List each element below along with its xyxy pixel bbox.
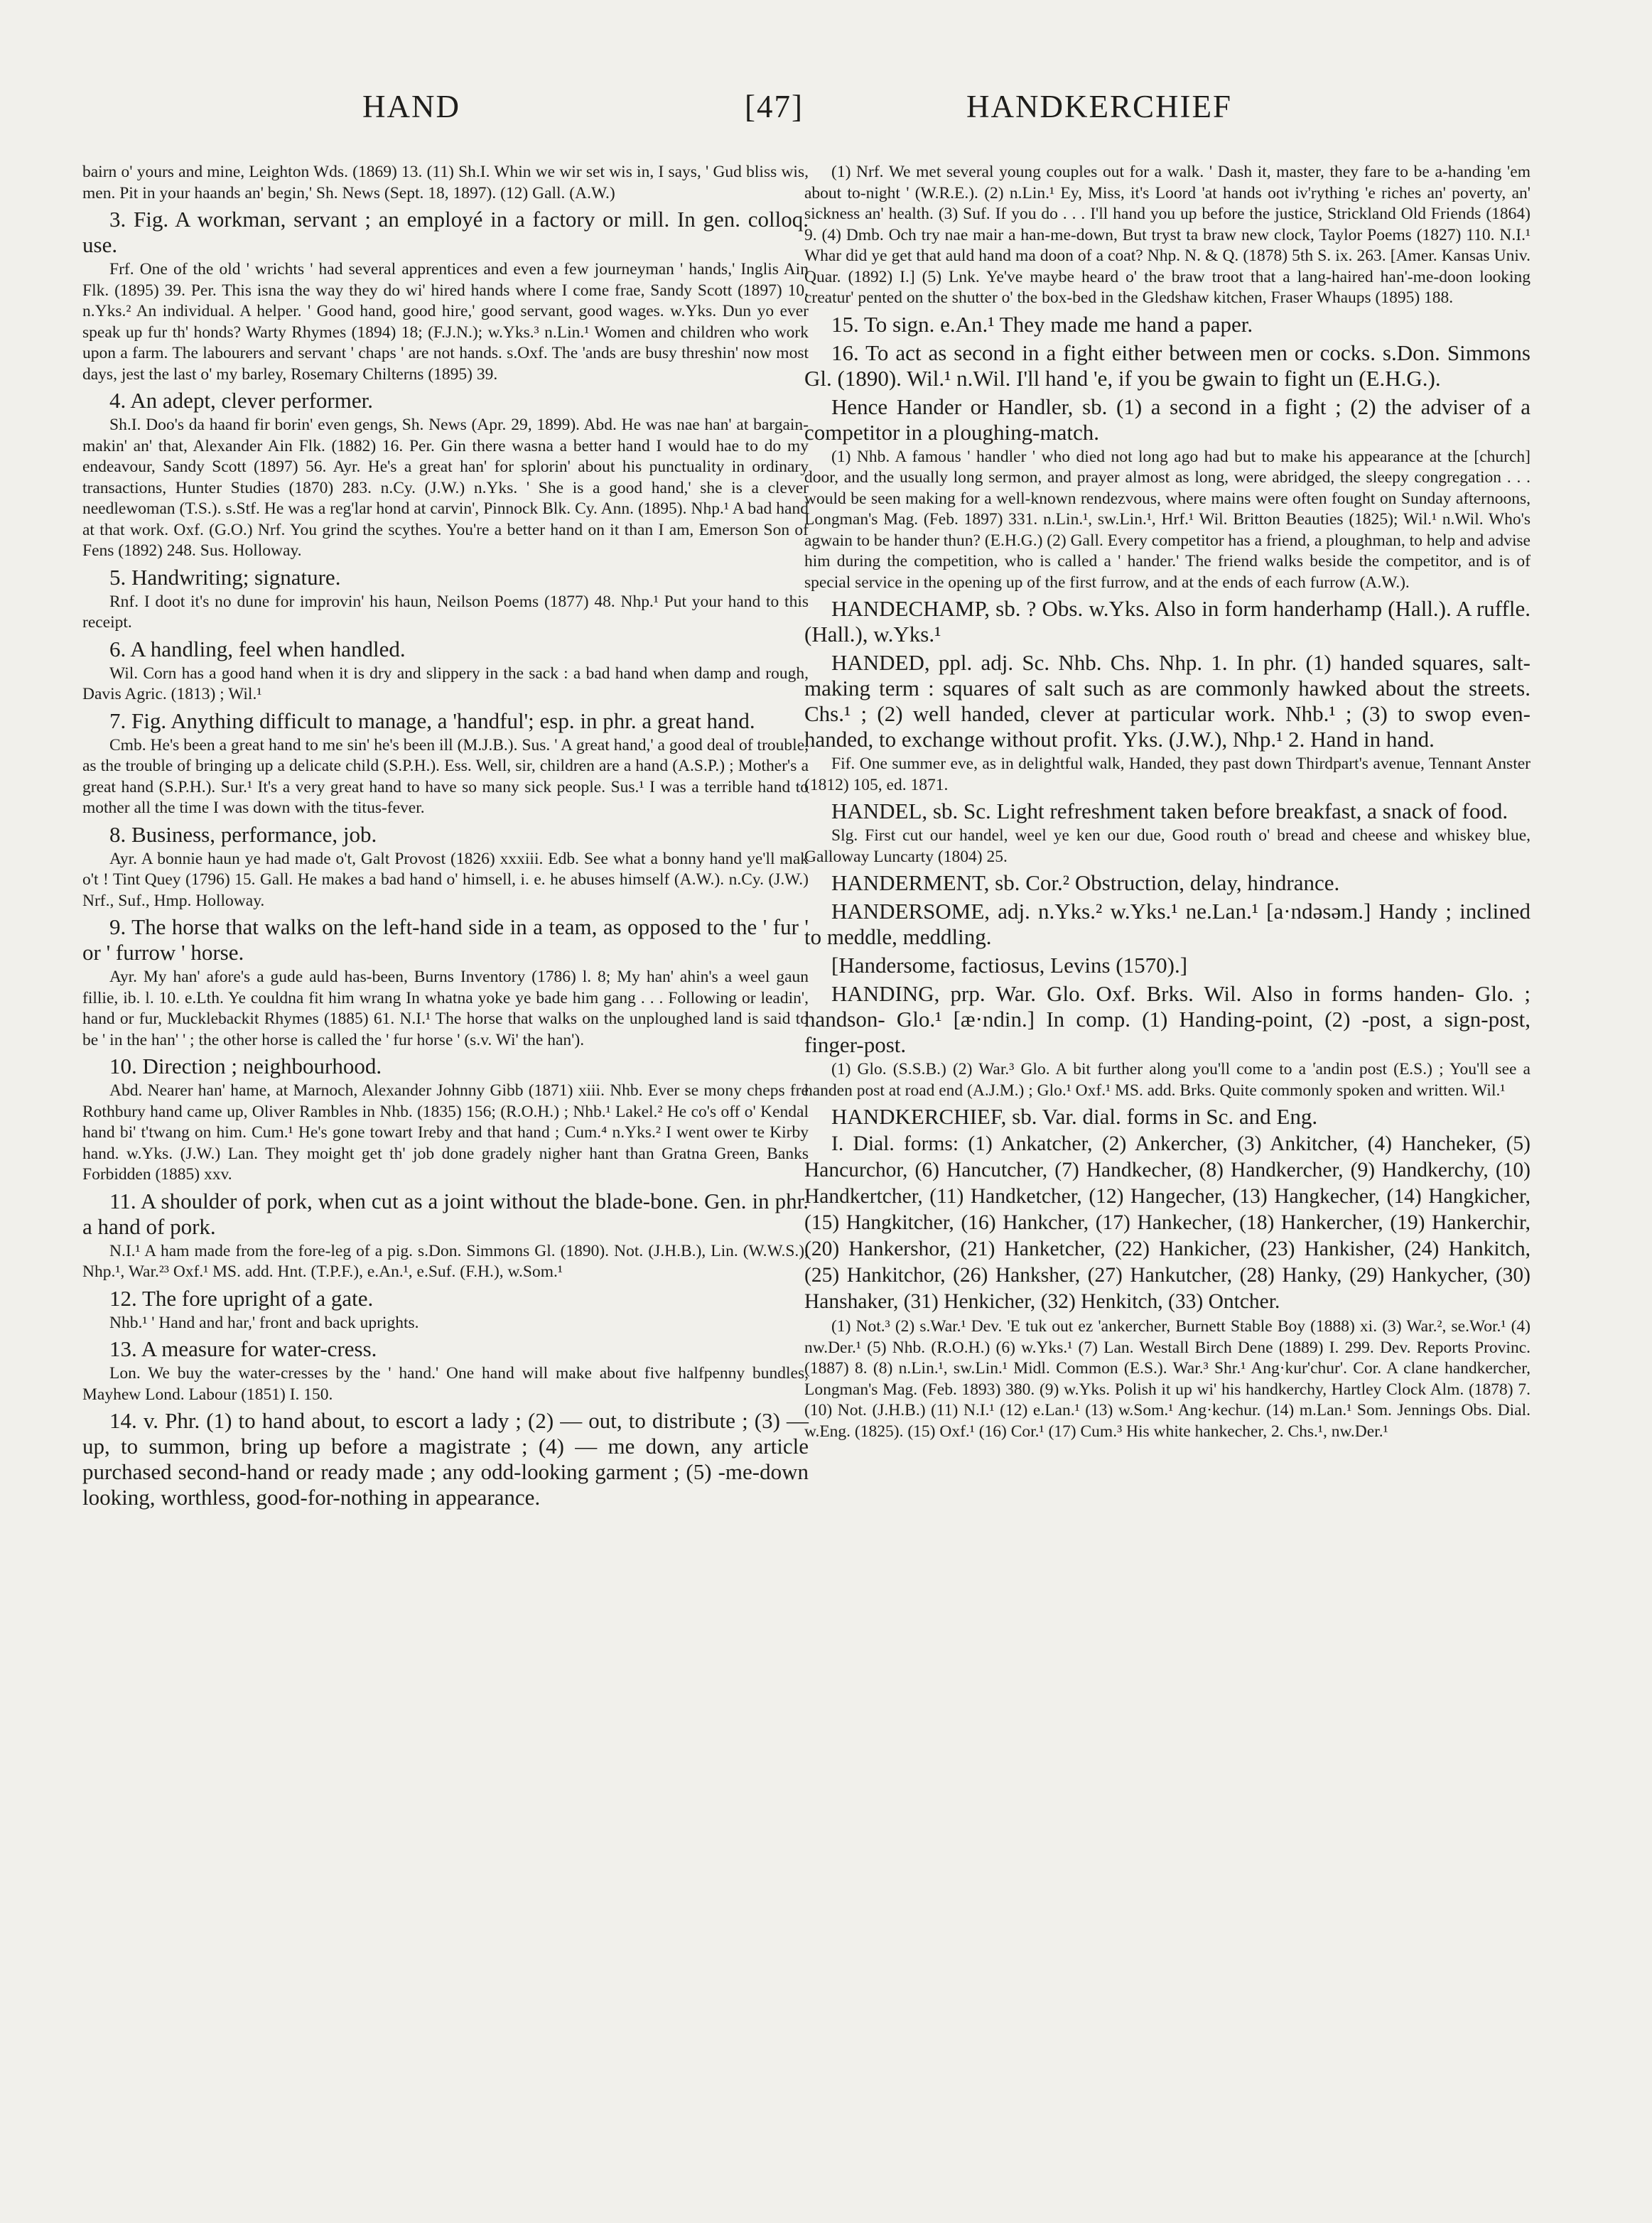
dictionary-paragraph: Fif. One summer eve, as in delightful walk, Handed, they past down Thirdpart's avenue, Tennant Anster (1812) 105, ed. 1871. [804, 754, 1530, 794]
dictionary-paragraph: (1) Nrf. We met several young couples out for a walk. ' Dash it, master, they fare to be a-handing 'em about to-night ' (W.R.E.). (2) n.Lin.¹ Ey, Miss, it's Loord 'at hands oot iv'rything 'e riches an' poverty, an' sickness an' health. (3) Suf. If you do . . . I'll hand you up before the justice, Strickland Old Friends (1864) 9. (4) Dmb. Och try nae mair a han-me-down, But tryst ta braw new clock, Taylor Poems (1827) 110. N.I.¹ Whar did ye get that auld hand ma doon of a coat? Nhp. N. & Q. (1878) 5th S. ix. 263. [Amer. Kansas Univ. Quar. (1892) I.] (5) Lnk. Ye've maybe heard o' the braw troot that a lang-haired han'-me-doon looking creatur' pented on the shutter o' the box-bed in the Gledshaw kitchen, Fraser Whaups (1895) 188. [804, 163, 1530, 307]
dictionary-paragraph: Rnf. I doot it's no dune for improvin' his haun, Neilson Poems (1877) 48. Nhp.¹ Put your hand to this receipt. [82, 592, 809, 632]
dictionary-paragraph: 8. Business, performance, job. [109, 821, 377, 847]
dictionary-paragraph: (1) Glo. (S.S.B.) (2) War.³ Glo. A bit further along you'll come to a 'andin post (E.S.) ; You'll see a handen post at road end (A.J.M.) ; Glo.¹ Oxf.¹ MS. add. Brks. Quite commonly spoken and written. Wil.¹ [804, 1060, 1530, 1100]
dictionary-paragraph: 13. A measure for water-cress. [109, 1336, 377, 1361]
dictionary-paragraph: Lon. We buy the water-cresses by the ' hand.' One hand will make about five halfpenny bundles, Mayhew Lond. Labour (1851) I. 150. [82, 1364, 809, 1404]
dictionary-paragraph: 6. A handling, feel when handled. [109, 636, 406, 661]
dictionary-paragraph: 11. A shoulder of pork, when cut as a joint without the blade-bone. Gen. in phr. a hand of pork. [82, 1188, 809, 1239]
dictionary-paragraph: HANDERSOME, adj. n.Yks.² w.Yks.¹ ne.Lan.¹ [a·ndəsəm.] Handy ; inclined to meddle, meddling. [804, 899, 1530, 949]
dictionary-paragraph: 5. Handwriting; signature. [109, 564, 341, 590]
dictionary-paragraph: 14. v. Phr. (1) to hand about, to escort a lady ; (2) — out, to distribute ; (3) — up, to summon, bring up before a magistrate ; (4) — me down, any article purchased second-hand or ready made ; any odd-looking garment ; (5) -me-down looking, worthless, good-for-nothing in appearance. [82, 1408, 809, 1510]
right-column [804, 161, 1530, 1442]
dictionary-paragraph: [Handersome, factiosus, Levins (1570).] [831, 953, 1188, 978]
dictionary-paragraph: (1) Nhb. A famous ' handler ' who died not long ago had but to make his appearance at the [church] door, and the usually long sermon, and prayer almost as long, were abridged, the sleepy congregation . . . would be seen making for a well-known rendezvous, where mains were often fought on Sunday afternoons, Longman's Mag. (Feb. 1897) 331. n.Lin.¹, sw.Lin.¹, Hrf.¹ Wil. Britton Beauties (1825); Wil.¹ n.Wil. Who's agwain to be hander thun? (E.H.G.) (2) Gall. Every competitor has a friend, a ploughman, to help and advise him during the competition, who is called a ' hander.' The friend walks beside the competitor, and is of special service in the opening up of the first furrow, and at the ends of each furrow (A.W.). [804, 447, 1530, 592]
dictionary-paragraph: HANDERMENT, sb. Cor.² Obstruction, delay, hindrance. [831, 870, 1340, 895]
running-header [0, 88, 1652, 138]
dictionary-paragraph: I. Dial. forms: (1) Ankatcher, (2) Ankercher, (3) Ankitcher, (4) Hancheker, (5) Hancurchor, (6) Hancutcher, (7) Handkecher, (8) Handkercher, (9) Handkerchy, (10) Handkertcher, (11) Handketcher, (12) Hangecher, (13) Hangkecher, (14) Hangkicher, (15) Hangkitcher, (16) Hankcher, (17) Hankecher, (18) Hankercher, (19) Hankerchir, (20) Hankershor, (21) Hanketcher, (22) Hankicher, (23) Hankisher, (24) Hankitch, (25) Hankitchor, (26) Hanksher, (27) Hankutcher, (28) Hanky, (29) Hankycher, (30) Hanshaker, (31) Henkicher, (32) Henkitch, (33) Ontcher. [804, 1132, 1530, 1313]
dictionary-paragraph: 7. Fig. Anything difficult to manage, a 'handful'; esp. in phr. a great hand. [109, 708, 755, 733]
dictionary-paragraph: 4. An adept, clever performer. [109, 388, 373, 413]
dictionary-paragraph: Nhb.¹ ' Hand and har,' front and back uprights. [109, 1313, 419, 1332]
left-column [82, 161, 809, 1510]
dictionary-paragraph: Wil. Corn has a good hand when it is dry and slippery in the sack : a bad hand when damp and rough, Davis Agric. (1813) ; Wil.¹ [82, 664, 809, 703]
dictionary-paragraph: HANDED, ppl. adj. Sc. Nhb. Chs. Nhp. 1. In phr. (1) handed squares, salt-making term : squares of salt such as are commonly hawked about the streets. Chs.¹ ; (2) well handed, clever at particular work. Nhb.¹ ; (3) to swop even-handed, to exchange without profit. Yks. (J.W.), Nhp.¹ 2. Hand in hand. [804, 650, 1530, 752]
dictionary-paragraph: HANDING, prp. War. Glo. Oxf. Brks. Wil. Also in forms handen- Glo. ; handson- Glo.¹ [æ·ndin.] In comp. (1) Handing-point, (2) -post, a sign-post, finger-post. [804, 981, 1530, 1057]
dictionary-paragraph: (1) Not.³ (2) s.War.¹ Dev. 'E tuk out ez 'ankercher, Burnett Stable Boy (1888) xi. (3) War.², se.Wor.¹ (4) nw.Der.¹ (5) Nhb. (R.O.H.) (6) w.Yks.¹ (7) Lan. Westall Birch Dene (1889) I. 299. Dev. Reports Provinc. (1887) 8. (8) n.Lin.¹, sw.Lin.¹ Midl. Common (E.S.). War.³ Shr.¹ Ang·kur'chur'. Cor. A clane handkercher, Longman's Mag. (Feb. 1893) 380. (9) w.Yks. Polish it up wi' his handkerchy, Hartley Clock Alm. (1878) 7. (10) Not. (J.H.B.) (11) N.I.¹ (12) e.Lan.¹ (13) w.Som.¹ Ang·kechur. (14) m.Lan.¹ Som. Jennings Obs. Dial. w.Eng. (1825). (15) Oxf.¹ (16) Cor.¹ (17) Cum.³ His white hankecher, 2. Chs.¹, nw.Der.¹ [804, 1317, 1530, 1441]
dictionary-paragraph: 10. Direction ; neighbourhood. [109, 1054, 382, 1078]
dictionary-paragraph: Frf. One of the old ' wrichts ' had several apprentices and even a few journeyman ' hands,' Inglis Ain Flk. (1895) 39. Per. This isna the way they do wi' hired hands where I come frae, Sandy Scott (1897) 10. n.Yks.² An individual. A helper. ' Good hand, good hire,' good servant, good wages. w.Yks. Dun yo ever speak up fur th' honds? Warty Rhymes (1894) 18; (F.J.N.); w.Yks.³ n.Lin.¹ Women and children who work upon a farm. The labourers and servant ' chaps ' are not hands. s.Oxf. The 'ands are busy threshin' now most days, jest the last o' my barley, Rosemary Chilterns (1895) 39. [82, 260, 809, 384]
dictionary-paragraph: Cmb. He's been a great hand to me sin' he's been ill (M.J.B.). Sus. ' A great hand,' a good deal of trouble, as the trouble of bringing up a delicate child (S.P.H.). Ess. Well, sir, children are a hand (A.S.P.) ; Mother's a great hand (S.P.H.). Sur.¹ It's a very great hand to have so many sick people. Sus.¹ I was a terrible hand to mother all the time I was down with the titus-fever. [82, 735, 809, 817]
dictionary-paragraph: 16. To act as second in a fight either between men or cocks. s.Don. Simmons Gl. (1890). Wil.¹ n.Wil. I'll hand 'e, if you be gwain to fight un (E.H.G.). [804, 340, 1530, 391]
dictionary-paragraph: HANDECHAMP, sb. ? Obs. w.Yks. Also in form handerhamp (Hall.). A ruffle. (Hall.), w.Yks.¹ [804, 596, 1530, 647]
dictionary-paragraph: HANDEL, sb. Sc. Light refreshment taken before breakfast, a snack of food. [831, 799, 1508, 823]
dictionary-paragraph: Ayr. My han' afore's a gude auld has-been, Burns Inventory (1786) l. 8; My han' ahin's a weel gaun fillie, ib. l. 10. e.Lth. Ye couldna fit him wrang In whatna yoke ye bade him gang . . . Following or leadin', hand or fur, Mucklebackit Rhymes (1885) 61. N.I.¹ The horse that walks on the unploughed land is said to be ' in the han' ' ; the other horse is called the ' fur horse ' (s.v. Wi' the han'). [82, 968, 809, 1049]
dictionary-paragraph: bairn o' yours and mine, Leighton Wds. (1869) 13. (11) Sh.I. Whin we wir set wis in, I says, ' Gud bliss wis, men. Pit in your haands an' begin,' Sh. News (Sept. 18, 1897). (12) Gall. (A.W.) [82, 163, 809, 202]
page-number: [47] [745, 89, 804, 124]
dictionary-paragraph: 9. The horse that walks on the left-hand side in a team, as opposed to the ' fur ' or ' furrow ' horse. [82, 914, 809, 965]
dictionary-paragraph: 3. Fig. A workman, servant ; an employé in a factory or mill. In gen. colloq. use. [82, 207, 809, 257]
dictionary-paragraph: HANDKERCHIEF, sb. Var. dial. forms in Sc. and Eng. [831, 1104, 1318, 1129]
dictionary-paragraph: Sh.I. Doo's da haand fir borin' even gengs, Sh. News (Apr. 29, 1899). Abd. He was nae han' at bargain-makin' an' that, Alexander Ain Flk. (1882) 16. Per. Gin there wasna a better hand I would hae to do my endeavour, Sandy Scott (1897) 56. Ayr. He's a great han' for splorin' about his punctuality in ordinary transactions, Hunter Studies (1870) 283. n.Cy. (J.W.) n.Yks. ' She is a good hand,' she is a clever needlewoman (T.S.). s.Stf. He was a reg'lar hond at carvin', Pinnock Blk. Cy. Ann. (1895). Nhp.¹ A bad hand at that work. Oxf. (G.O.) Nrf. You grind the scythes. You're a better hand on it than I am, Emerson Son of Fens (1892) 248. Sus. Holloway. [82, 416, 809, 560]
dictionary-paragraph: Hence Hander or Handler, sb. (1) a second in a fight ; (2) the adviser of a competitor in a ploughing-match. [804, 394, 1530, 445]
dictionary-paragraph: Slg. First cut our handel, weel ye ken our due, Good routh o' bread and cheese and whiskey blue, Galloway Luncarty (1804) 25. [804, 826, 1530, 866]
dictionary-paragraph: N.I.¹ A ham made from the fore-leg of a pig. s.Don. Simmons Gl. (1890). Not. (J.H.B.), Lin. (W.W.S.), Nhp.¹, War.²³ Oxf.¹ MS. add. Hnt. (T.P.F.), e.An.¹, e.Suf. (F.H.), w.Som.¹ [82, 1241, 809, 1281]
dictionary-paragraph: 12. The fore upright of a gate. [109, 1285, 374, 1311]
dictionary-paragraph: Ayr. A bonnie haun ye had made o't, Galt Provost (1826) xxxiii. Edb. See what a bonny hand ye'll mak o't ! Tint Quey (1796) 15. Gall. He makes a bad hand o' himsell, i. e. he abuses himself (A.W.). n.Cy. (J.W.) Nrf., Suf., Hmp. Holloway. [82, 849, 809, 910]
dictionary-paragraph: 15. To sign. e.An.¹ They made me hand a paper. [831, 311, 1253, 337]
header-last-entry: HANDKERCHIEF [966, 89, 1233, 124]
header-first-entry: HAND [362, 89, 460, 124]
dictionary-paragraph: Abd. Nearer han' hame, at Marnoch, Alexander Johnny Gibb (1871) xiii. Nhb. Ever se mony cheps fre Rothbury hand came up, Oliver Rambles in Nhb. (1835) 156; (R.O.H.) ; Nhb.¹ Lakel.² He co's off o' Kendal hand bi' t'twang on him. Cum.¹ He's gone towart Ireby and that hand ; Cum.⁴ n.Yks.² I went ower te Kirby hand. w.Yks. (J.W.) Lan. They moight get th' job done gradely nigher hant than Gratna Green, Banks Forbidden (1885) xxv. [82, 1081, 809, 1184]
